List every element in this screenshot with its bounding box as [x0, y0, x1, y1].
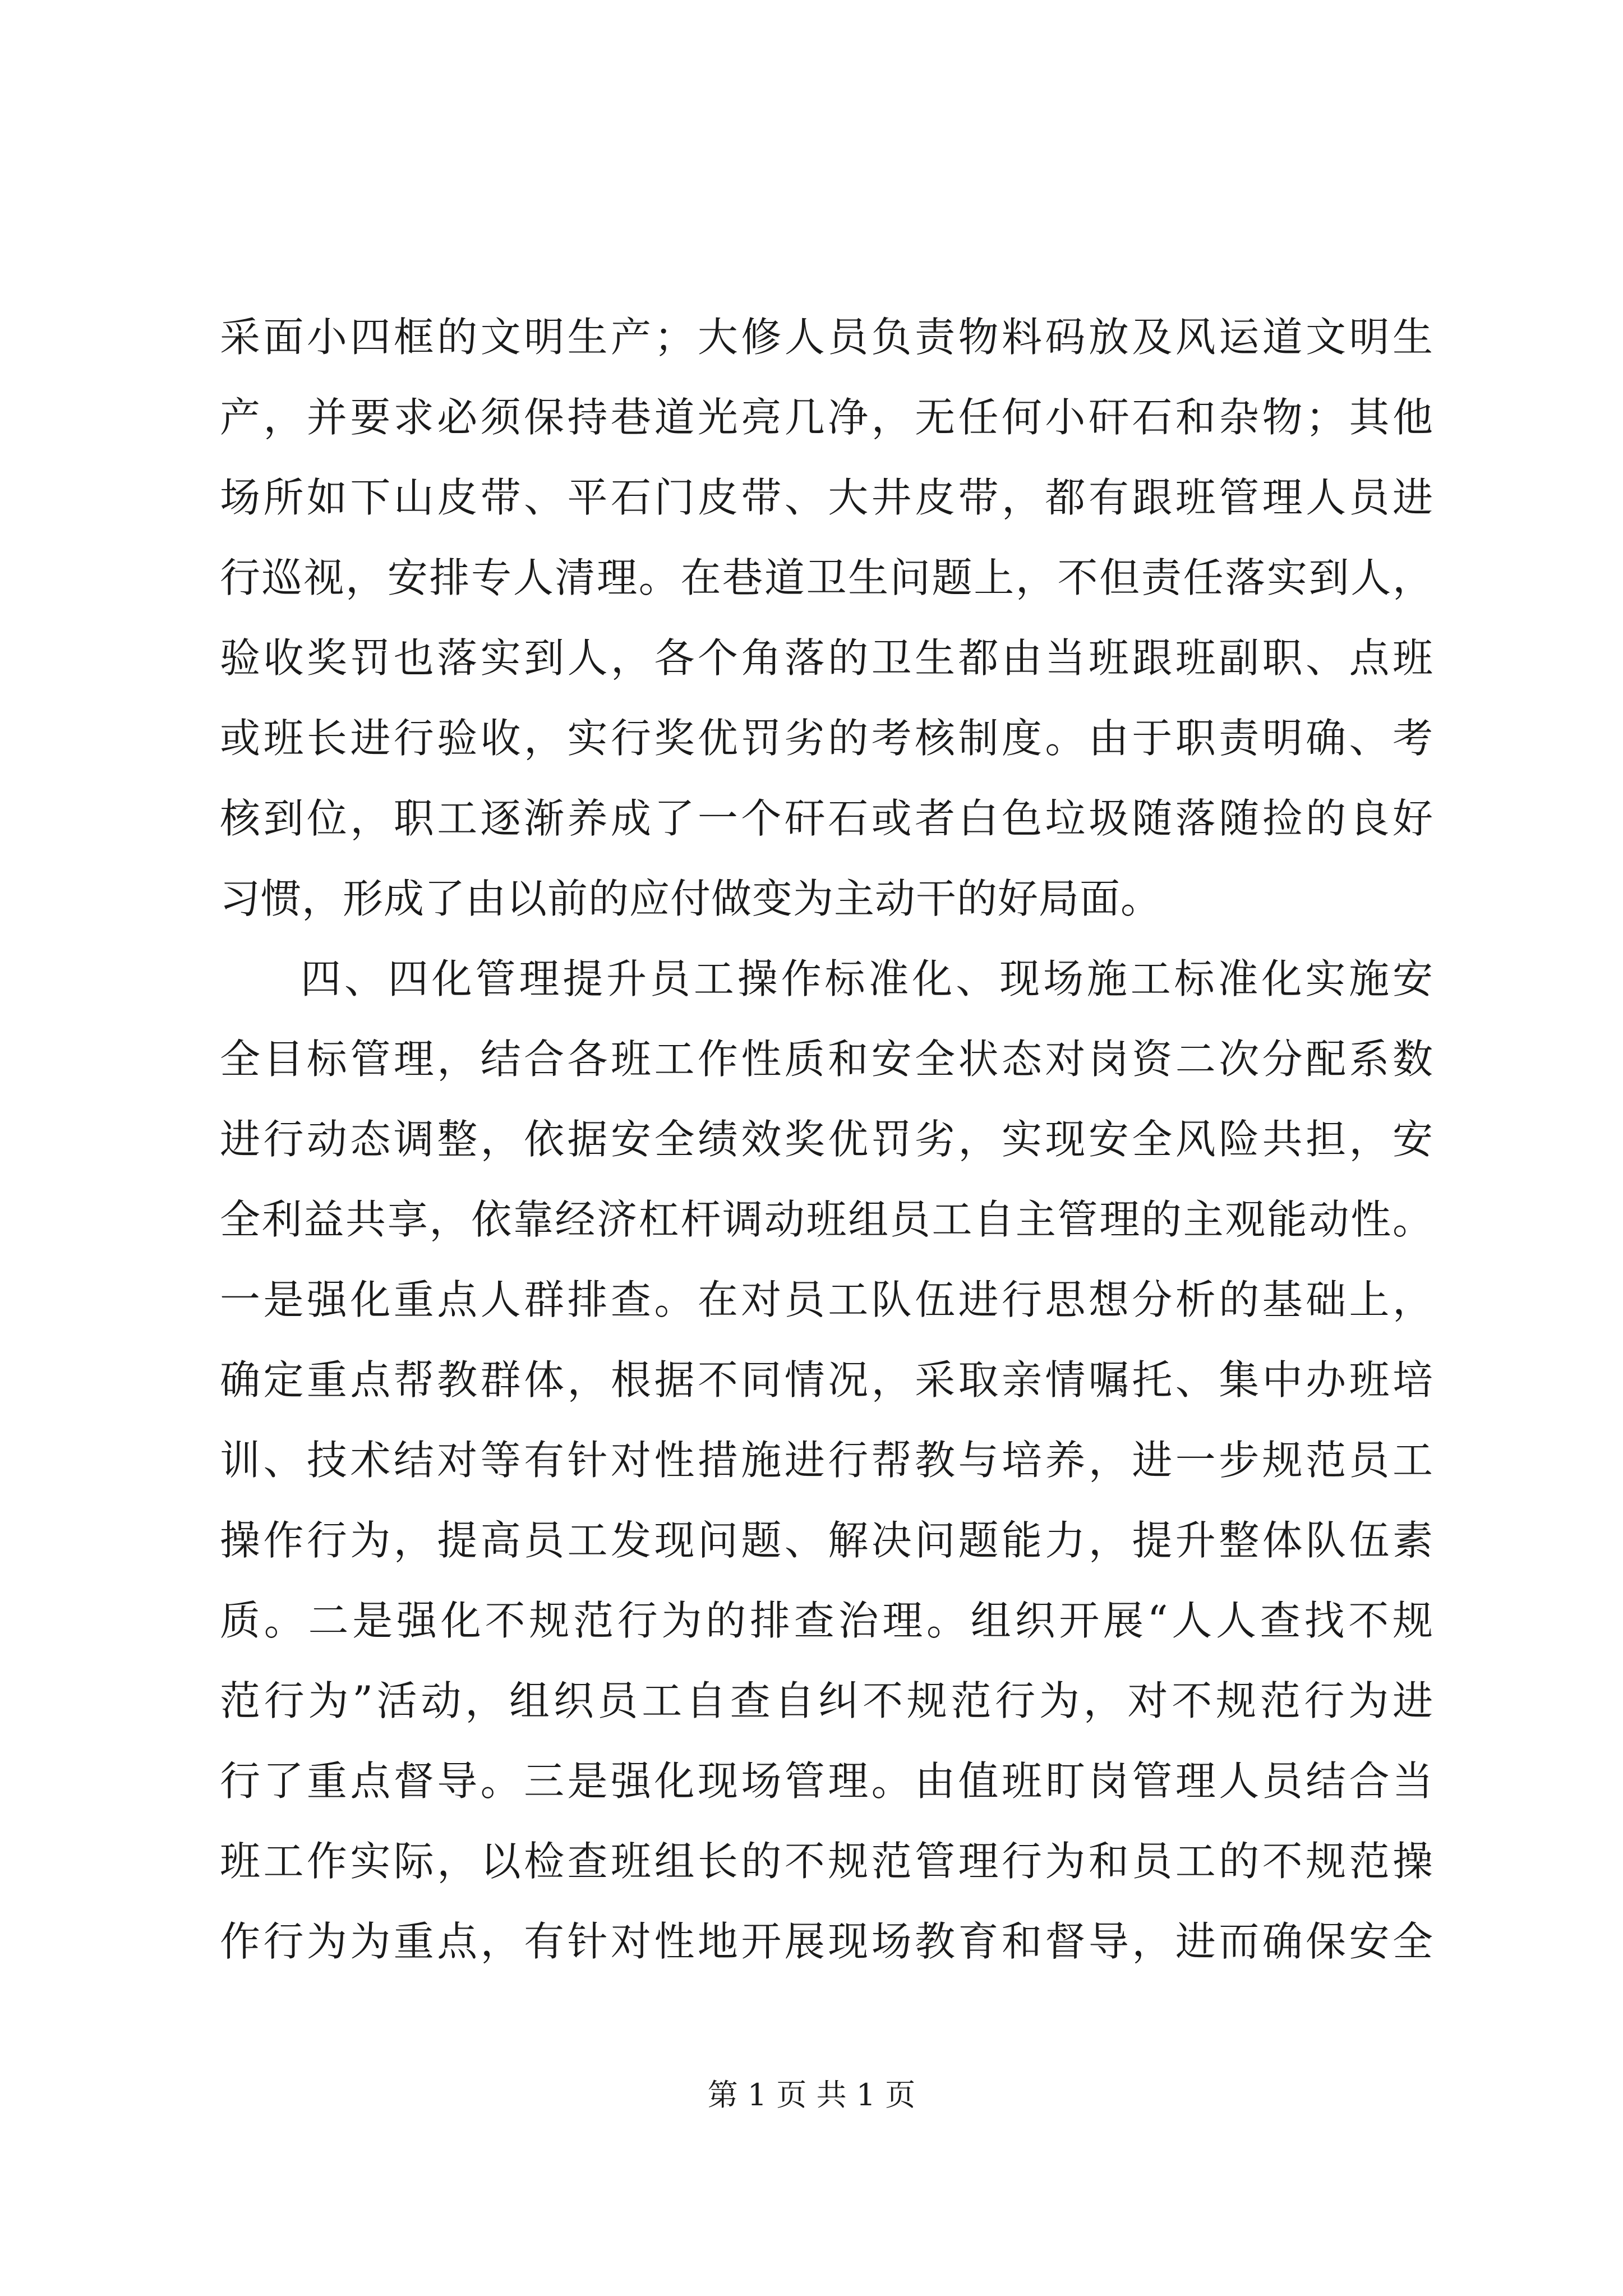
- text-line: 核到位，职工逐渐养成了一个矸石或者白色垃圾随落随捡的良好: [220, 795, 1433, 842]
- text-line: 行了重点督导。三是强化现场管理。由值班盯岗管理人员结合当: [220, 1757, 1433, 1805]
- text-line: 训、技术结对等有针对性措施进行帮教与培养，进一步规范员工: [220, 1437, 1433, 1484]
- text-line: 行巡视，安排专人清理。在巷道卫生问题上，不但责任落实到人，: [220, 554, 1433, 601]
- text-line: 进行动态调整，依据安全绩效奖优罚劣，实现安全风险共担，安: [220, 1116, 1433, 1163]
- text-line: 一是强化重点人群排查。在对员工队伍进行思想分析的基础上，: [220, 1276, 1433, 1323]
- text-line: 确定重点帮教群体，根据不同情况，采取亲情嘱托、集中办班培: [220, 1356, 1433, 1404]
- text-line: 验收奖罚也落实到人，各个角落的卫生都由当班跟班副职、点班: [220, 634, 1433, 682]
- text-line: 质。二是强化不规范行为的排查治理。组织开展“人人查找不规: [220, 1597, 1433, 1644]
- text-line: 范行为”活动，组织员工自查自纠不规范行为，对不规范行为进: [220, 1677, 1433, 1724]
- paragraph-start-line: 四、四化管理提升员工操作标准化、现场施工标准化实施安: [301, 955, 1433, 1002]
- text-line: 场所如下山皮带、平石门皮带、大井皮带，都有跟班管理人员进: [220, 474, 1433, 521]
- page-footer: 第 1 页 共 1 页: [707, 2077, 916, 2113]
- text-line: 或班长进行验收，实行奖优罚劣的考核制度。由于职责明确、考: [220, 715, 1433, 762]
- text-line: 习惯，形成了由以前的应付做变为主动干的好局面。: [220, 875, 1162, 922]
- text-line: 全目标管理，结合各班工作性质和安全状态对岗资二次分配系数: [220, 1036, 1433, 1083]
- text-line: 采面小四框的文明生产；大修人员负责物料码放及风运道文明生: [220, 314, 1433, 361]
- text-line: 全利益共享，依靠经济杠杆调动班组员工自主管理的主观能动性。: [220, 1196, 1433, 1243]
- text-line: 产，并要求必须保持巷道光亮几净，无任何小矸石和杂物；其他: [220, 394, 1433, 441]
- body-text: [220, 297, 1433, 1982]
- text-line: 作行为为重点，有针对性地开展现场教育和督导，进而确保安全: [220, 1918, 1433, 1965]
- text-line: 班工作实际，以检查班组长的不规范管理行为和员工的不规范操: [220, 1838, 1433, 1885]
- text-line: 操作行为，提高员工发现问题、解决问题能力，提升整体队伍素: [220, 1517, 1433, 1564]
